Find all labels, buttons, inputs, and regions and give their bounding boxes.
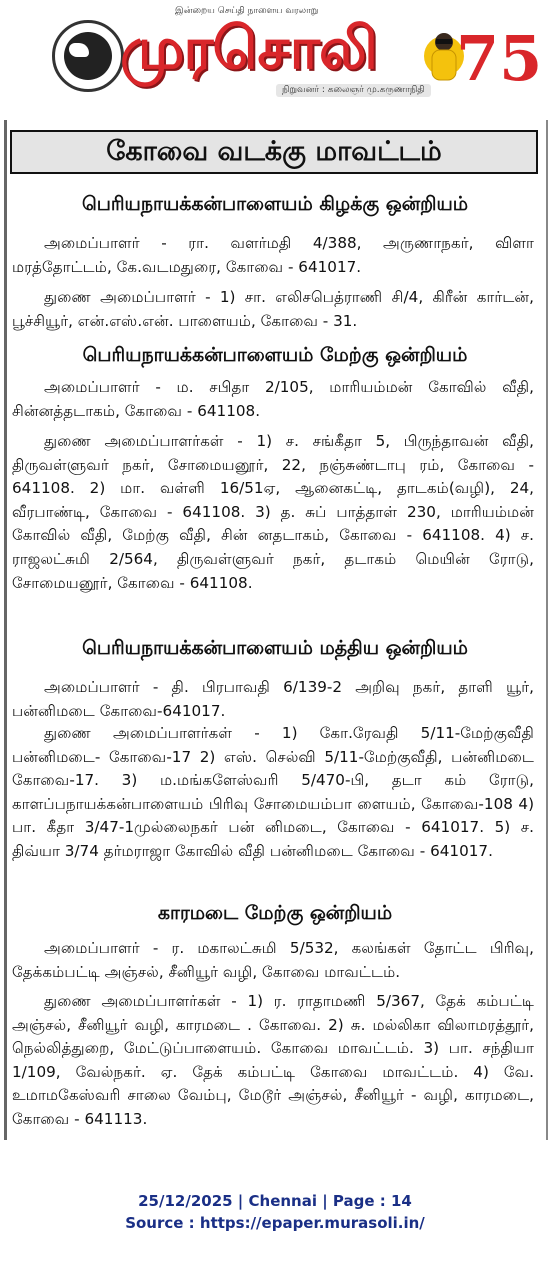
- section-heading-3: பெரியநாயக்கன்பாளையம் மத்திய ஒன்றியம்: [82, 637, 468, 659]
- party-emblem-logo: [52, 20, 124, 92]
- anniversary-number: 75: [456, 22, 543, 95]
- section-1-paragraph-2: துணை அமைப்பாளர் - 1) சா. எலிசபெத்ராணி சி/4, கிரீன் கார்டன், பூச்சியூர், என்.எஸ்.என். பாளையம், கோவை - 31.: [12, 288, 534, 330]
- section-heading-1: பெரியநாயக்கன்பாளையம் கிழக்கு ஒன்றியம்: [81, 193, 469, 215]
- footer-source-link[interactable]: Source : https://epaper.murasoli.in/: [125, 1214, 425, 1232]
- section-heading-2: பெரியநாயக்கன்பாளையம் மேற்கு ஒன்றியம்: [82, 344, 468, 366]
- section-3-paragraph-2: துணை அமைப்பாளர்கள் - 1) கோ.ரேவதி 5/11-மேற்குவீதி பன்னிமடை- கோவை-17 2) எஸ். செல்வி 5/11-மேற்குவீதி, பன்னிமடை கோவை-17. 3) ம.மங்களேஸ்வரி 5/470-பி, தடா கம் ரோடு, காளப்பநாயக்கன்பாளையம் பிரிவு சோமையம்பா ளையம், கோவை-108 4) பா. கீதா 3/47-1முல்லைநகர் பன் னிமடை, கோவை - 641017. 5) ச. திவ்யா 3/74 தர்மராஜா கோவில் வீதி பன்னிமடை கோவை - 641017.: [12, 724, 534, 860]
- section-2-paragraph-1: அமைப்பாளர் - ம. சபிதா 2/105, மாரியம்மன் கோவில் வீதி, சின்னத்தடாகம், கோவை - 641108.: [12, 378, 534, 420]
- section-heading-4: காரமடை மேற்கு ஒன்றியம்: [157, 902, 393, 924]
- masthead-tagline: இன்றைய செய்தி நாளைய வரலாறு: [175, 6, 319, 16]
- district-title: கோவை வடக்கு மாவட்டம்: [10, 130, 538, 174]
- section-1-paragraph-1: அமைப்பாளர் - ரா. வளர்மதி 4/388, அருணாநகர், விளா மரத்தோட்டம், கே.வடமதுரை, கோவை - 641017.: [12, 234, 534, 276]
- footer-date-line: 25/12/2025 | Chennai | Page : 14: [138, 1192, 412, 1210]
- founder-line: நிறுவனர் : கலைஞர் மு.கருணாநிதி: [276, 84, 431, 97]
- section-4-paragraph-1: அமைப்பாளர் - ர. மகாலட்சுமி 5/532, கலங்கள் தோட்ட பிரிவு, தேக்கம்பட்டி அஞ்சல், சீனியூர் வழி, கோவை மாவட்டம்.: [12, 939, 534, 981]
- section-2-paragraph-2: துணை அமைப்பாளர்கள் - 1) ச. சங்கீதா 5, பிருந்தாவன் வீதி, திருவள்ளுவர் நகர், சோமையனூர், 22, நஞ்சுண்டாபு ரம், கோவை - 641108. 2) மா. வள்ளி 16/51ஏ, ஆனைகட்டி, தாடகம்(வழி), 24, வீரபாண்டி, கோவை - 641108. 3) த. சுப் பாத்தாள் 230, மாரியம்மன் கோவில் வீதி, மேற்கு வீதி, சின் னதடாகம், கோவை - 641108. 4) ச. ராஜலட்சுமி 2/564, திருவள்ளுவர் நகர், தடாகம் மெயின் ரோடு, சோமையனூர், கோவை - 641108.: [12, 432, 534, 592]
- anniversary-75-logo: [418, 8, 543, 104]
- left-column-rule: [4, 120, 7, 1140]
- right-column-rule: [546, 120, 548, 1140]
- section-3-paragraph-1: அமைப்பாளர் - தி. பிரபாவதி 6/139-2 அறிவு நகர், தாளி யூர், பன்னிமடை கோவை-641017.: [12, 678, 534, 720]
- section-4-paragraph-2: துணை அமைப்பாளர்கள் - 1) ர. ராதாமணி 5/367, தேக் கம்பட்டி அஞ்சல், சீனியூர் வழி, காரமடை . கோவை. 2) சு. மல்லிகா விலாமரத்தூர், நெல்லித்துறை, மேட்டுப்பாளையம். கோவை மாவட்டம். 3) பா. சந்தியா 1/109, வேல்நகர். ஏ. தேக் கம்பட்டி கோவை மாவட்டம். 4) வே. உமாமகேஸ்வரி சாலை வேம்பு, மேடூர் அஞ்சல், சீனியூர் - வழி, காரமடை, கோவை - 641113.: [12, 992, 534, 1128]
- newspaper-logo: முரசொலி: [120, 14, 377, 82]
- masthead: [0, 0, 550, 118]
